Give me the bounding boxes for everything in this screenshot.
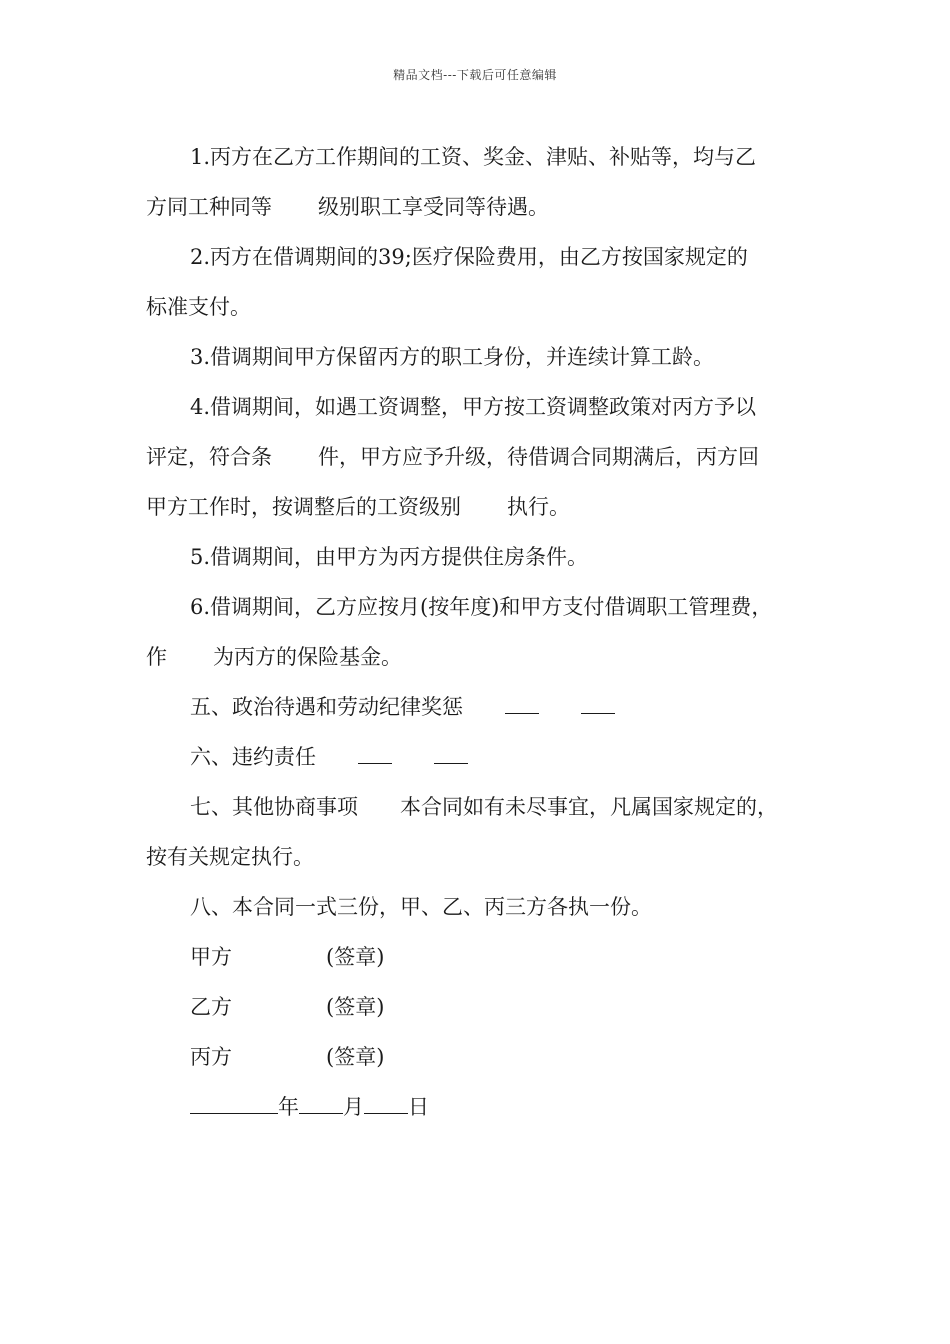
party-name: 丙方: [190, 1045, 232, 1069]
clause-4-line-3: [146, 482, 812, 532]
month-label: 月: [343, 1095, 364, 1119]
date-line: [146, 1082, 812, 1132]
section-8-line-1: 八、本合同一式三份，甲、乙、丙三方各执一份。: [190, 895, 652, 919]
clause-6-text-b: 为丙方的保险基金。: [213, 645, 402, 669]
section-7-title: 七、其他协商事项: [190, 795, 358, 819]
clause-1-line-1: 1.丙方在乙方工作期间的工资、奖金、津贴、补贴等，均与乙: [190, 145, 757, 169]
year-label: 年: [278, 1095, 299, 1119]
clause-5-line-1: 5.借调期间，由甲方为丙方提供住房条件。: [190, 545, 589, 569]
fill-in-blank: [581, 695, 615, 714]
section-7-text: 本合同如有未尽事宜，凡属国家规定的，: [400, 795, 778, 819]
seal-placeholder: (签章): [326, 1045, 385, 1069]
seal-placeholder: (签章): [326, 995, 385, 1019]
year-blank: [190, 1095, 278, 1114]
section-5-heading: [146, 682, 812, 732]
clause-2-line-1: 2.丙方在借调期间的39;医疗保险费用，由乙方按国家规定的: [190, 245, 748, 269]
clause-1-line-2: [146, 182, 812, 232]
clause-6-line-2: [146, 632, 812, 682]
signature-party-a: [146, 932, 812, 982]
day-label: 日: [408, 1095, 429, 1119]
fill-in-blank: [358, 745, 392, 764]
party-name: 乙方: [190, 995, 232, 1019]
fill-in-blank: [434, 745, 468, 764]
document-body: [146, 132, 812, 1132]
page-header: 精品文档---下载后可任意编辑: [393, 68, 557, 82]
clause-1-text-b: 级别职工享受同等待遇。: [318, 195, 549, 219]
seal-placeholder: (签章): [326, 945, 385, 969]
month-blank: [299, 1095, 343, 1114]
section-7-line-2: 按有关规定执行。: [146, 845, 314, 869]
clause-4-text-b: 件，甲方应予升级，待借调合同期满后，丙方回: [318, 445, 759, 469]
day-blank: [364, 1095, 408, 1114]
clause-4-line-2: [146, 432, 812, 482]
section-6-title: 六、违约责任: [190, 745, 316, 769]
clause-6-line-1: 6.借调期间，乙方应按月(按年度)和甲方支付借调职工管理费，: [190, 595, 773, 619]
signature-party-b: [146, 982, 812, 1032]
clause-4-text-d: 执行。: [507, 495, 570, 519]
clause-4-text-c: 甲方工作时，按调整后的工资级别: [146, 495, 461, 519]
section-6-heading: [146, 732, 812, 782]
clause-6-text-a: 作: [146, 645, 167, 669]
clause-4-line-1: 4.借调期间，如遇工资调整，甲方按工资调整政策对丙方予以: [190, 395, 757, 419]
party-name: 甲方: [190, 945, 232, 969]
clause-4-text-a: 评定，符合条: [146, 445, 272, 469]
signature-party-c: [146, 1032, 812, 1082]
clause-3-line-1: 3.借调期间甲方保留丙方的职工身份，并连续计算工龄。: [190, 345, 715, 369]
clause-1-text-a: 方同工种同等: [146, 195, 272, 219]
section-5-title: 五、政治待遇和劳动纪律奖惩: [190, 695, 463, 719]
fill-in-blank: [505, 695, 539, 714]
clause-2-line-2: 标准支付。: [146, 295, 251, 319]
section-7-line-1: [146, 782, 812, 832]
